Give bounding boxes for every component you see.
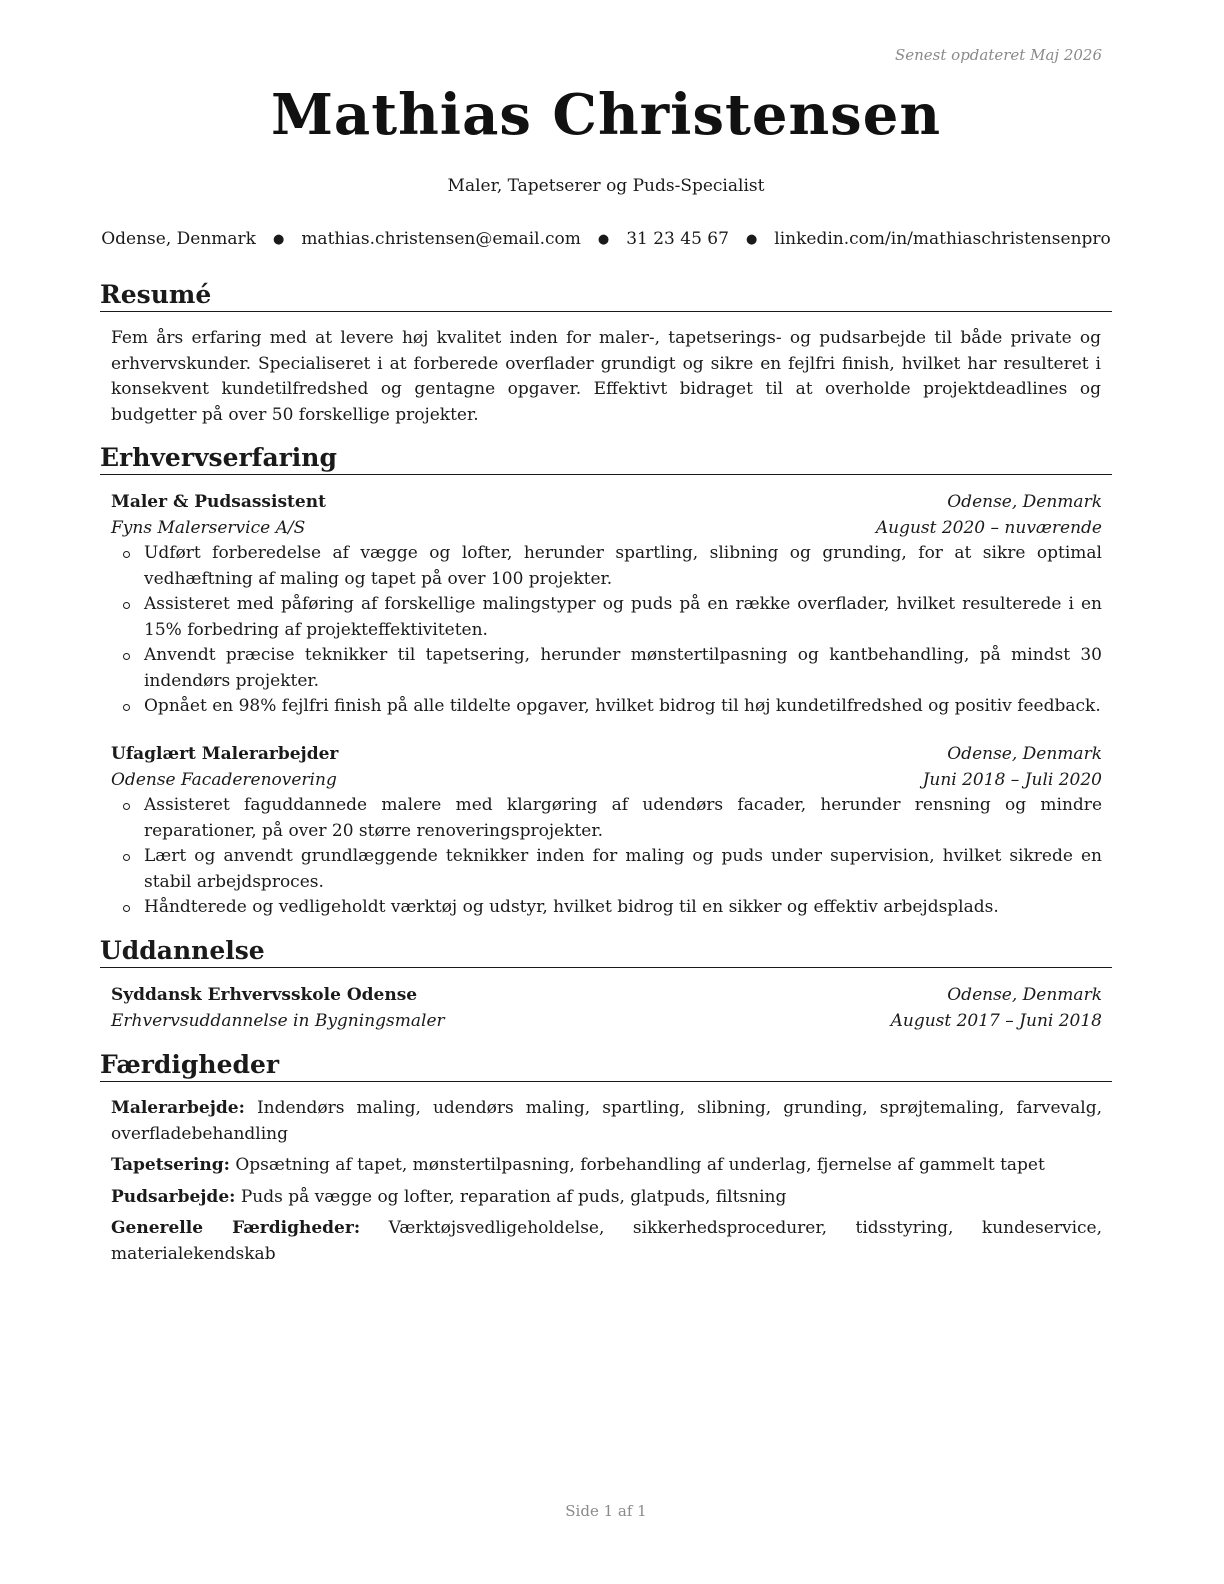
job-bullet-list xyxy=(111,541,1102,720)
contact-linkedin[interactable]: linkedin.com/in/mathiaschristensenpro xyxy=(774,229,1111,249)
bullet-separator-icon: ● xyxy=(745,231,758,247)
job-location: Odense, Denmark xyxy=(947,744,1102,764)
skill-label: Tapetsering: xyxy=(111,1155,230,1175)
list-item: Assisteret faguddannede malere med klargøring af udendørs facader, herunder rensning og mindre reparationer, på over 20 større renoveringsprojekter. xyxy=(144,793,1102,844)
circle-bullet-icon xyxy=(123,653,130,660)
skill-item xyxy=(111,1216,1102,1267)
job-dates: August 2020 – nuværende xyxy=(875,517,1102,538)
candidate-headline: Maler, Tapetserer og Puds-Specialist xyxy=(447,176,765,196)
contact-location: Odense, Denmark xyxy=(101,229,256,249)
job-company: Odense Facaderenovering xyxy=(111,769,337,790)
list-item: Håndterede og vedligeholdt værktøj og udstyr, hvilket bidrog til en sikker og effektiv arbejdsplads. xyxy=(144,895,1102,921)
degree-name: Erhvervsuddannelse in Bygningsmaler xyxy=(111,1010,445,1031)
skill-text: Indendørs maling, udendørs maling, spartling, slibning, grunding, sprøjtemaling, farvevalg, overfladebehandling xyxy=(111,1098,1102,1144)
job-dates: Juni 2018 – Juli 2020 xyxy=(922,769,1102,790)
job-bullet-list xyxy=(111,793,1102,921)
list-item: Lært og anvendt grundlæggende teknikker inden for maling og puds under supervision, hvilket sikrede en stabil arbejdsproces. xyxy=(144,844,1102,895)
summary-text: Fem års erfaring med at levere høj kvalitet inden for maler-, tapetserings- og pudsarbejde til både private og erhvervskunder. Specialiseret i at forberede overflader grundigt og sikre en fejlfri finish, hvilket har resulteret i konsekvent kundetilfredshed og gentagne opgaver. Effektivt bidraget til at overholde projektdeadlines og budgetter på over 50 forskellige projekter. xyxy=(111,328,1101,425)
skill-label: Generelle Færdigheder: xyxy=(111,1218,361,1238)
section-title-summary: Resumé xyxy=(100,280,1112,312)
bullet-separator-icon: ● xyxy=(272,231,285,247)
contact-line xyxy=(100,229,1112,249)
school-location: Odense, Denmark xyxy=(947,985,1102,1005)
skill-label: Pudsarbejde: xyxy=(111,1186,236,1207)
skill-text: Opsætning af tapet, mønstertilpasning, forbehandling af underlag, fjernelse af gammelt tapet xyxy=(235,1155,1045,1175)
job-entry xyxy=(111,490,1102,720)
education-dates: August 2017 – Juni 2018 xyxy=(890,1010,1102,1031)
job-role: Maler & Pudsassistent xyxy=(111,492,326,512)
bullet-separator-icon: ● xyxy=(597,231,610,247)
last-updated-note: Senest opdateret Maj 2026 xyxy=(894,46,1102,64)
job-entry xyxy=(111,742,1102,921)
contact-email[interactable]: mathias.christensen@email.com xyxy=(301,229,581,249)
section-title-experience: Erhvervserfaring xyxy=(100,443,1112,475)
section-title-skills: Færdigheder xyxy=(100,1050,1112,1082)
page-number: Side 1 af 1 xyxy=(565,1502,647,1520)
candidate-name: Mathias Christensen xyxy=(270,82,942,148)
skill-text: Værktøjsvedligeholdelse, sikkerhedsprocedurer, tidsstyring, kundeservice, materialekendskab xyxy=(111,1218,1102,1264)
school-name: Syddansk Erhvervsskole Odense xyxy=(111,985,418,1005)
circle-bullet-icon xyxy=(123,905,130,912)
skill-text: Puds på vægge og lofter, reparation af puds, glatpuds, filtsning xyxy=(240,1186,787,1207)
circle-bullet-icon xyxy=(123,704,130,711)
education-entry xyxy=(111,983,1102,1034)
resume-page xyxy=(100,0,1112,1584)
circle-bullet-icon xyxy=(123,551,130,558)
job-role: Ufaglært Malerarbejder xyxy=(111,744,339,764)
job-company: Fyns Malerservice A/S xyxy=(111,517,306,538)
circle-bullet-icon xyxy=(123,854,130,861)
list-item: Udført forberedelse af vægge og lofter, herunder spartling, slibning og grunding, for at sikre optimal vedhæftning af maling og tapet på over 100 projekter. xyxy=(144,541,1102,592)
contact-phone: 31 23 45 67 xyxy=(626,229,729,249)
skill-item xyxy=(111,1153,1102,1179)
section-title-education: Uddannelse xyxy=(100,936,1112,968)
skills-list xyxy=(111,1096,1102,1273)
circle-bullet-icon xyxy=(123,803,130,810)
skill-item xyxy=(111,1096,1102,1147)
skill-item xyxy=(111,1185,1102,1211)
list-item: Opnået en 98% fejlfri finish på alle tildelte opgaver, hvilket bidrog til høj kundetilfredshed og positiv feedback. xyxy=(144,694,1102,720)
job-location: Odense, Denmark xyxy=(947,492,1102,512)
circle-bullet-icon xyxy=(123,602,130,609)
list-item: Assisteret med påføring af forskellige malingstyper og puds på en række overflader, hvilket resulterede i en 15% forbedring af projekteffektiviteten. xyxy=(144,592,1102,643)
list-item: Anvendt præcise teknikker til tapetsering, herunder mønstertilpasning og kantbehandling, på mindst 30 indendørs projekter. xyxy=(144,643,1102,694)
skill-label: Malerarbejde: xyxy=(111,1098,245,1118)
